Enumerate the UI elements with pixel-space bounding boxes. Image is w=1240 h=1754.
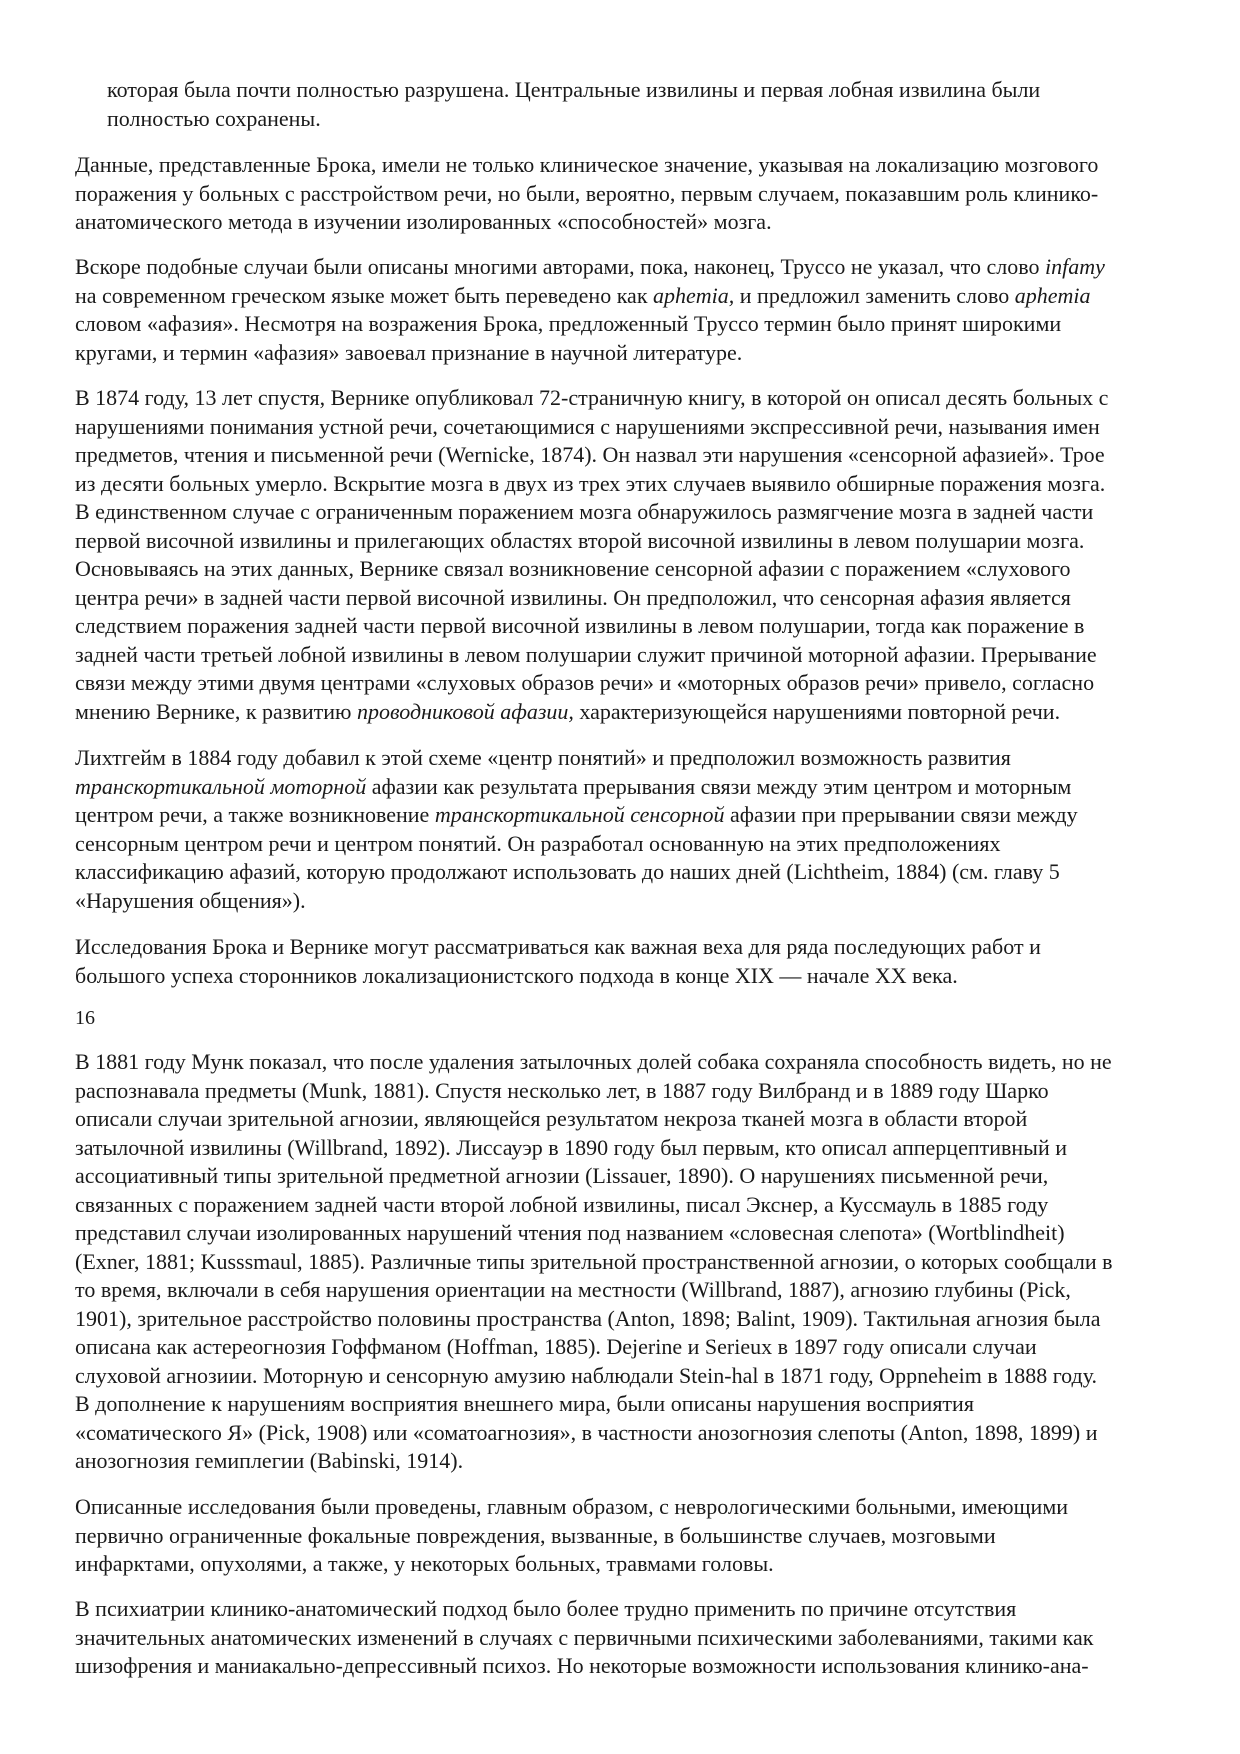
- text-line: [75, 1333, 1113, 1362]
- italic-term: проводниковой афазии,: [356, 698, 574, 724]
- text-segment: кругами, и термин «афазия» завоевал признание в научной литературе.: [75, 339, 743, 365]
- text-segment: связанных с поражением задней части второй лобной извилины, писал Экснер, а Куссмауль в 1885 году: [75, 1191, 1049, 1217]
- text-segment: центром речи, а также возникновение: [75, 802, 435, 827]
- text-segment: описали случаи зрительной агнозии, являющейся результатом некроза тканей мозга в области второй: [75, 1106, 1028, 1131]
- text-line: [75, 1493, 1068, 1522]
- text-line: [75, 1162, 1113, 1191]
- text-line: [75, 470, 1108, 499]
- italic-term: транскортикальной моторной: [75, 773, 367, 799]
- text-line: [75, 1191, 1113, 1220]
- text-line: [75, 310, 1105, 339]
- text-segment: (Exner, 1881; Kusssmaul, 1885). Различные типы зрительной пространственной агнозии, о которых сообщали в: [75, 1248, 1113, 1274]
- text-segment: следствием поражения задней части первой височной извилины в левом полушарии, тогда как поражение в: [75, 613, 1085, 638]
- text-segment: словом «афазия». Несмотря на возражения Брока, предложенный Труссо термин было принят широкими: [75, 311, 1062, 336]
- text-line: [75, 830, 1078, 859]
- text-line: [75, 339, 1105, 368]
- text-line: [75, 180, 1098, 209]
- text-segment: Данные, представленные Брока, имели не только клиническое значение, указывая на локализацию мозгового: [75, 152, 1099, 177]
- text-line: [75, 1522, 1068, 1551]
- text-line: [75, 584, 1108, 613]
- text-line: [75, 1305, 1113, 1334]
- text-line: [75, 282, 1105, 311]
- text-segment: В 1881 году Мунк показал, что после удаления затылочных долей собака сохраняла способность видеть, но не: [75, 1049, 1112, 1074]
- text-segment: В дополнение к нарушениям восприятия внешнего мира, были описаны нарушения восприятия: [75, 1391, 974, 1416]
- text-segment: Описанные исследования были проведены, главным образом, с неврологическими больными, имеющими: [75, 1494, 1069, 1519]
- text-segment: полностью сохранены.: [107, 105, 321, 131]
- text-segment: афазии при прерывании связи между: [724, 802, 1078, 827]
- text-line: [75, 858, 1078, 887]
- text-segment: нарушениями понимания устной речи, сочетающимися с нарушениями экспрессивной речи, называния имен: [75, 413, 1100, 439]
- text-line: [75, 933, 1041, 962]
- text-segment: первой височной извилины и прилегающих областях второй височной извилины в левом полушарии мозга.: [75, 527, 1085, 553]
- paragraph: [75, 1595, 1093, 1681]
- paragraph: [75, 151, 1098, 237]
- text-line: [75, 527, 1108, 556]
- text-line: [75, 1595, 1093, 1624]
- italic-term: infamy: [1044, 254, 1105, 279]
- text-line: [75, 887, 1078, 916]
- text-segment: задней части третьей лобной извилины в левом полушарии служит причиной моторной афазии. Прерывание: [75, 641, 1097, 667]
- text-segment: большого успеха сторонников локализационистского подхода в конце XIX — начале XX века.: [75, 962, 958, 988]
- text-segment: представил случаи изолированных нарушений чтения под названием «словесная слепота» (Wortblindheit): [75, 1220, 1065, 1245]
- text-segment: первично ограниченные фокальные повреждения, вызванные, в большинстве случаев, мозговыми: [75, 1522, 996, 1548]
- text-line: [75, 1652, 1093, 1681]
- text-segment: центра речи» в задней части первой височной извилины. Он предположил, что сенсорная афазия является: [75, 584, 1071, 610]
- text-line: [75, 1362, 1113, 1391]
- text-segment: затылочной извилины (Willbrand, 1892). Лиссауэр в 1890 году был первым, кто описал апперцептивный и: [75, 1134, 1067, 1160]
- text-segment: Вскоре подобные случаи были описаны многими авторами, пока, наконец, Труссо не указал, что слово: [75, 254, 1045, 279]
- text-line: [75, 441, 1108, 470]
- paragraph: [75, 744, 1078, 915]
- text-line: [75, 151, 1098, 180]
- text-line: [75, 641, 1108, 670]
- text-segment: сенсорным центром речи и центром понятий. Он разработал основанную на этих предположениях: [75, 830, 1001, 856]
- text-segment: афазии как результата прерывания связи между этим центром и моторным: [366, 773, 1072, 799]
- text-line: [75, 1048, 1113, 1077]
- text-line: [75, 801, 1078, 830]
- text-segment: классификацию афазий, которую продолжают использовать до наших дней (Lichtheim, 1884) (см. главу 5: [75, 859, 1060, 884]
- text-line: [107, 76, 1040, 105]
- paragraph: [75, 1048, 1113, 1476]
- paragraph: [75, 384, 1108, 726]
- text-segment: мнению Вернике, к развитию: [75, 698, 357, 724]
- italic-term: aphemia,: [653, 282, 735, 308]
- text-segment: описана как астереогнозия Гоффманом (Hoffman, 1885). Dejerine и Serieux в 1897 году описали случаи: [75, 1334, 1037, 1359]
- text-segment: связи между этими двумя центрами «слуховых образов речи» и «моторных образов речи» привело, согласно: [75, 670, 1095, 695]
- text-segment: шизофрения и маниакально-депрессивный психоз. Но некоторые возможности использования клинико-ана-: [75, 1653, 1089, 1678]
- text-segment: которая была почти полностью разрушена. Центральные извилины и первая лобная извилина были: [107, 77, 1041, 102]
- text-segment: В психиатрии клинико-анатомический подход было более трудно применить по причине отсутствия: [75, 1596, 1017, 1621]
- text-segment: на современном греческом языке может быть переведено как: [75, 282, 654, 308]
- text-segment: «соматического Я» (Pick, 1908) или «соматоагнозия», в частности анозогнозия слепоты (Anton, 1898, 1899) и: [75, 1419, 1098, 1445]
- text-line: [107, 105, 1040, 134]
- text-line: [75, 698, 1108, 727]
- text-segment: то время, включали в себя нарушения ориентации на местности (Willbrand, 1887), агнозию глубины (Pick,: [75, 1277, 1071, 1302]
- text-segment: «Нарушения общения»).: [75, 887, 306, 913]
- text-line: [75, 413, 1108, 442]
- text-line: [75, 1447, 1113, 1476]
- paragraph: [75, 253, 1105, 367]
- text-segment: анатомического метода в изучении изолированных «способностей» мозга.: [75, 209, 772, 234]
- text-segment: 1901), зрительное расстройство половины пространства (Anton, 1898; Balint, 1909). Тактильная агнозия была: [75, 1305, 1101, 1331]
- text-line: [75, 1134, 1113, 1163]
- text-segment: В 1874 году, 13 лет спустя, Вернике опубликовал 72-страничную книгу, в которой он описал десять больных с: [75, 385, 1109, 410]
- paragraph: [107, 76, 1040, 133]
- italic-term: aphemia: [1014, 282, 1091, 308]
- text-line: [75, 1077, 1113, 1106]
- text-segment: распознавала предметы (Munk, 1881). Спустя несколько лет, в 1887 году Вилбранд и в 1889 году Шарко: [75, 1077, 1049, 1103]
- text-segment: поражения у больных с расстройством речи, но были, вероятно, первым случаем, показавшим роль клинико-: [75, 180, 1099, 206]
- text-line: [75, 1276, 1113, 1305]
- text-line: [75, 669, 1108, 698]
- text-segment: анозогнозия гемиплегии (Babinski, 1914).: [75, 1448, 464, 1473]
- text-segment: предметов, чтения и письменной речи (Wernicke, 1874). Он назвал эти нарушения «сенсорной афазией». Трое: [75, 442, 1105, 467]
- page-number: 16: [75, 1007, 95, 1029]
- text-segment: значительных анатомических изменений в случаях с первичными психическими заболеваниями, такими как: [75, 1624, 1094, 1650]
- text-segment: Лихтгейм в 1884 году добавил к этой схеме «центр понятий» и предположил возможность развития: [75, 745, 1011, 770]
- text-line: [75, 384, 1108, 413]
- text-segment: Исследования Брока и Вернике могут рассматриваться как важная веха для ряда последующих работ и: [75, 934, 1041, 959]
- text-line: [75, 253, 1105, 282]
- text-line: [75, 1390, 1113, 1419]
- text-segment: слуховой агнозиии. Моторную и сенсорную амузию наблюдали Stein-hal в 1871 году, Oppneheim в 1888 году.: [75, 1362, 1098, 1388]
- text-line: [75, 1248, 1113, 1277]
- italic-term: транскортикальной сенсорной: [434, 802, 725, 827]
- text-line: [75, 1550, 1068, 1579]
- text-line: [75, 612, 1108, 641]
- text-line: [75, 555, 1108, 584]
- text-line: [75, 1105, 1113, 1134]
- text-line: [75, 773, 1078, 802]
- text-line: [75, 208, 1098, 237]
- paragraph: [75, 1493, 1068, 1579]
- paragraph: [75, 933, 1041, 990]
- text-line: [75, 962, 1041, 991]
- text-segment: ассоциативный типы зрительной предметной агнозии (Lissauer, 1890). О нарушениях письменной речи,: [75, 1163, 1049, 1188]
- text-line: [75, 498, 1108, 527]
- text-line: [75, 1419, 1113, 1448]
- text-segment: инфарктами, опухолями, а также, у некоторых больных, травмами головы.: [75, 1551, 774, 1576]
- text-line: [75, 1219, 1113, 1248]
- text-segment: из десяти больных умерло. Вскрытие мозга в двух из трех этих случаев выявило обширные поражения мозга.: [75, 470, 1106, 496]
- text-segment: Основываясь на этих данных, Вернике связал возникновение сенсорной афазии с поражением «слухового: [75, 556, 1071, 581]
- text-line: [75, 744, 1078, 773]
- text-line: [75, 1624, 1093, 1653]
- text-segment: В единственном случае с ограниченным поражением мозга обнаружилось размягчение мозга в задней части: [75, 499, 1094, 524]
- text-segment: и предложил заменить слово: [734, 282, 1015, 308]
- text-segment: характеризующейся нарушениями повторной речи.: [573, 698, 1061, 724]
